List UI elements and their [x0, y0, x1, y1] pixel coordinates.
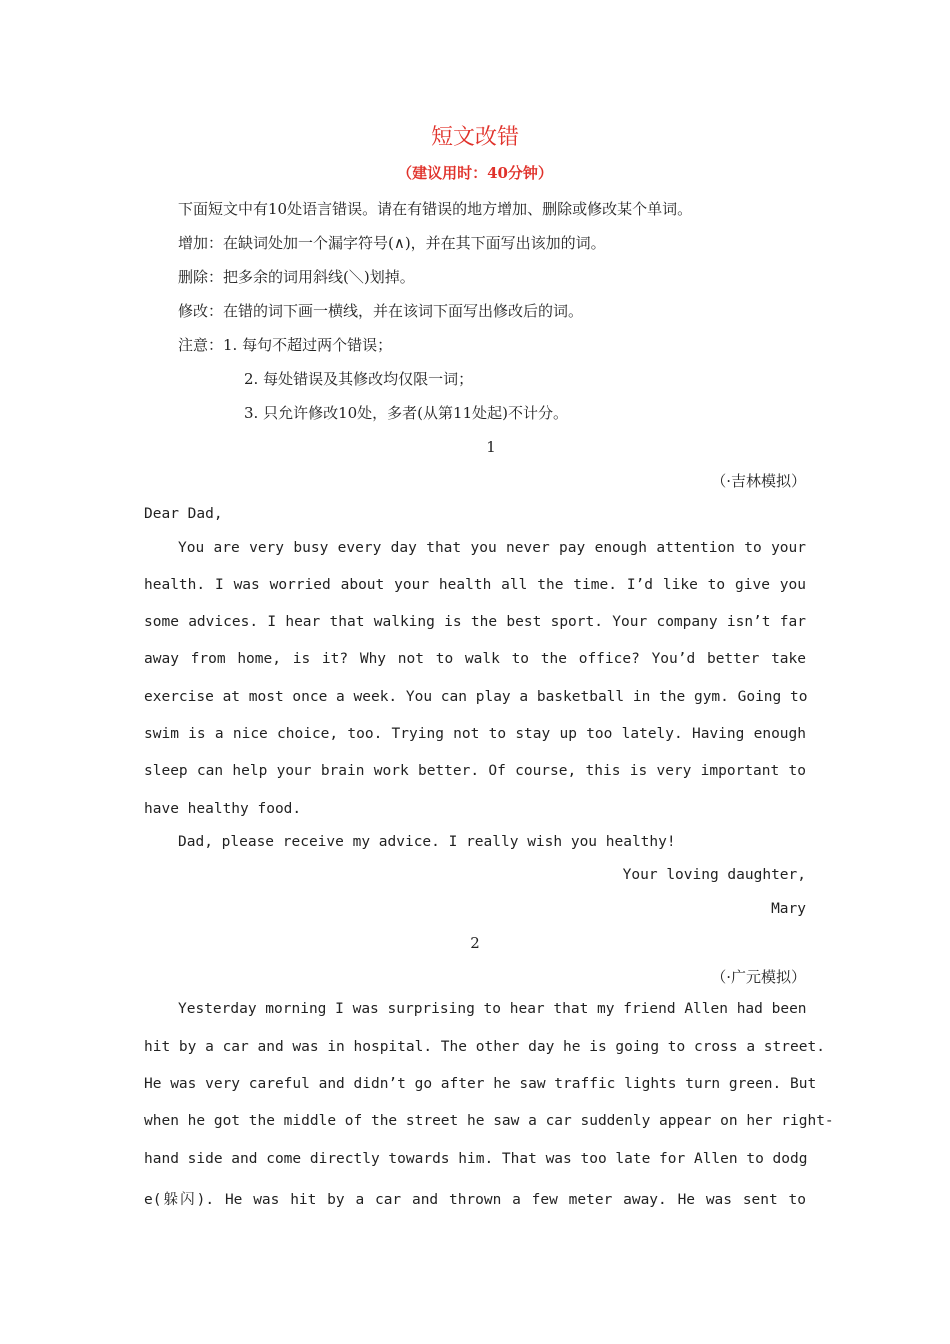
instruction-note-1: 注意：1. 每句不超过两个错误；: [178, 336, 393, 354]
instruction-modify: 修改：在错的词下画一横线，并在该词下面写出修改后的词。: [178, 302, 584, 320]
passage-1-line: swim is a nice choice, too. Trying not to stay up too lately. Having enough: [144, 726, 806, 742]
passage-2-line: hand side and come directly towards him. That was too late for Allen to dodg: [144, 1151, 808, 1167]
page-title: 短文改错: [430, 125, 519, 150]
section-1-number: 1: [486, 438, 496, 456]
page-subtitle: （建议用时：40分钟）: [397, 164, 553, 182]
passage-2-line: hit by a car and was in hospital. The other day he is going to cross a street.: [144, 1039, 825, 1055]
section-2-source: （·广元模拟）: [711, 968, 806, 986]
letter-closing: Your loving daughter,: [622, 867, 806, 883]
passage-2-line: e(躲闪). He was hit by a car and thrown a few meter away. He was sent to: [144, 1192, 806, 1208]
section-1-source: （·吉林模拟）: [711, 472, 806, 490]
passage-2-line: Yesterday morning I was surprising to hear that my friend Allen had been: [178, 1001, 807, 1017]
passage-1-line: Dear Dad,: [144, 506, 223, 522]
instruction-intro: 下面短文中有10处语言错误。请在有错误的地方增加、删除或修改某个单词。: [178, 200, 693, 218]
letter-signature: Mary: [771, 901, 806, 917]
passage-2-line: when he got the middle of the street he saw a car suddenly appear on her right-: [144, 1113, 834, 1129]
passage-1-line: away from home, is it? Why not to walk to the office? You’d better take: [144, 651, 806, 667]
passage-1-line: health. I was worried about your health all the time. I’d like to give you: [144, 577, 806, 593]
passage-2-line: He was very careful and didn’t go after he saw traffic lights turn green. But: [144, 1076, 817, 1092]
instruction-delete: 删除：把多余的词用斜线(＼)划掉。: [178, 268, 415, 286]
instruction-add: 增加：在缺词处加一个漏字符号(∧)，并在其下面写出该加的词。: [178, 234, 606, 252]
passage-1-line: Dad, please receive my advice. I really wish you healthy!: [178, 834, 676, 850]
passage-1-line: some advices. I hear that walking is the best sport. Your company isn’t far: [144, 614, 806, 630]
passage-1-line: have healthy food.: [144, 801, 302, 817]
passage-1-line: You are very busy every day that you never pay enough attention to your: [178, 540, 806, 556]
instruction-note-2: 2. 每处错误及其修改均仅限一词；: [244, 370, 474, 388]
passage-1-line: exercise at most once a week. You can play a basketball in the gym. Going to: [144, 689, 808, 705]
section-2-number: 2: [470, 934, 480, 952]
passage-1-line: sleep can help your brain work better. Of course, this is very important to: [144, 763, 806, 779]
instruction-note-3: 3. 只允许修改10处，多者(从第11处起)不计分。: [244, 404, 568, 422]
